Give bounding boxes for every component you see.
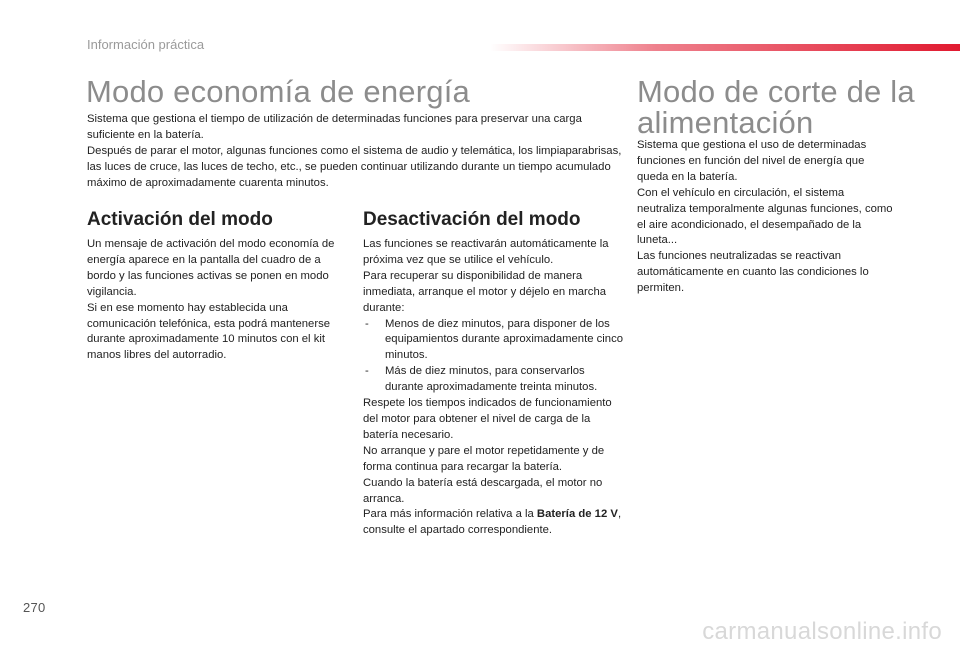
list-item	[363, 317, 623, 365]
list-item	[363, 364, 623, 396]
header-section-label: Información práctica	[87, 37, 205, 52]
deactivation-paragraph-1: Las funciones se reactivarán automáticamente la próxima vez que se utilice el vehículo.	[363, 238, 609, 266]
deactivation-paragraph-3: Respete los tiempos indicados de funcionamiento del motor para obtener el nivel de carga de la batería necesario.	[363, 397, 612, 441]
page-number: 270	[23, 600, 46, 615]
deactivation-paragraph-5: Cuando la batería está descargada, el motor no arranca.	[363, 476, 603, 505]
deactivation-text	[363, 237, 623, 539]
battery-reference	[363, 507, 623, 539]
economy-mode-title: Modo economía de energía	[86, 74, 470, 109]
activation-heading: Activación del modo	[87, 209, 273, 230]
cutoff-paragraph-3: Las funciones neutralizadas se reactivan automáticamente en cuanto las condiciones lo permiten.	[637, 250, 869, 295]
bullet-text: Más de diez minutos, para conservarlos durante aproximadamente treinta minutos.	[385, 365, 598, 394]
bullet-dash: -	[365, 317, 369, 330]
activation-paragraph-1: Un mensaje de activación del modo economía de energía aparece en la pantalla del cuadro de a bordo y las funciones activas se ponen en modo vigilancia.	[87, 238, 335, 298]
deactivation-paragraph-2: Para recuperar su disponibilidad de manera inmediata, arranque el motor y déjelo en marcha durante:	[363, 269, 607, 314]
cutoff-mode-text	[637, 138, 895, 297]
header-accent-bar	[490, 44, 960, 51]
activation-paragraph-2: Si en ese momento hay establecida una comunicación telefónica, esta podrá mantenerse durante aproximadamente 10 minutos con el kit manos libres del autorradio.	[87, 301, 331, 362]
bullet-dash: -	[365, 365, 369, 378]
deactivation-heading: Desactivación del modo	[363, 209, 581, 230]
cutoff-paragraph-2: Con el vehículo en circulación, el sistema neutraliza temporalmente algunas funciones, como el aire acondicionado, el desempañado de la luneta...	[637, 186, 893, 247]
reference-prefix: Para más información relativa a la	[363, 508, 537, 521]
cutoff-mode-title	[637, 76, 915, 138]
economy-mode-intro	[87, 112, 622, 192]
bullet-text: Menos de diez minutos, para disponer de los equipamientos durante aproximadamente cinco minutos.	[385, 317, 624, 362]
reference-suffix: , consulte el apartado correspondiente.	[363, 508, 622, 537]
intro-paragraph-1: Sistema que gestiona el tiempo de utilización de determinadas funciones para preservar una carga suficiente en la batería.	[87, 113, 582, 141]
activation-text	[87, 237, 340, 364]
deactivation-paragraph-4: No arranque y pare el motor repetidamente y de forma continua para recargar la batería.	[363, 444, 605, 473]
battery-link-text: Batería de 12 V	[536, 508, 618, 521]
deactivation-bullet-list	[363, 317, 623, 397]
intro-paragraph-2: Después de parar el motor, algunas funciones como el sistema de audio y telemática, los limpiaparabrisas, las luces de cruce, las luces de techo, etc., se pueden continuar utilizando durante un tiempo acumulado máximo de aproximadamente cuarenta minutos.	[87, 144, 622, 189]
cutoff-title-line-1: Modo de corte de la	[637, 74, 915, 109]
cutoff-title-line-2: alimentación	[637, 105, 814, 140]
cutoff-paragraph-1: Sistema que gestiona el uso de determinadas funciones en función del nivel de energía que queda en la batería.	[637, 139, 867, 183]
watermark: carmanualsonline.info	[702, 618, 942, 645]
